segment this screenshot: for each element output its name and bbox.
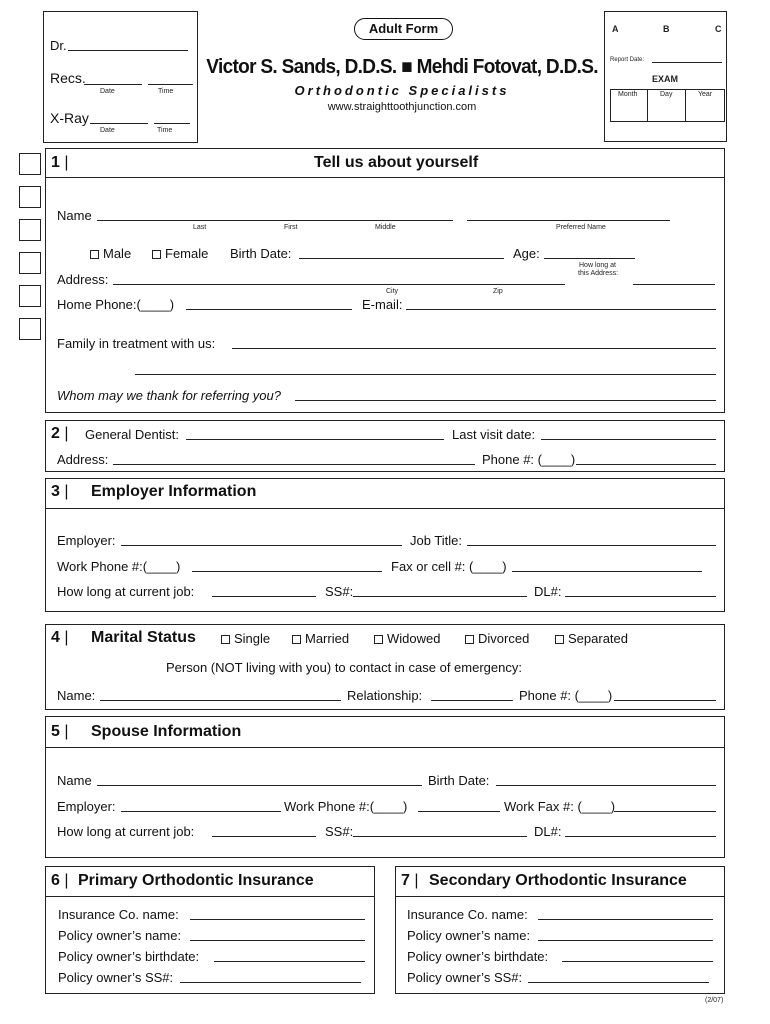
section-6-divider [45, 896, 375, 897]
dentist-address-field[interactable] [113, 464, 475, 465]
emergency-name-label: Name: [57, 688, 96, 703]
primary-ins-name-field[interactable] [190, 919, 365, 920]
address-field[interactable] [113, 284, 565, 285]
section-1-number: 1 | [51, 154, 69, 171]
age-field[interactable] [544, 258, 635, 259]
primary-owner-name-label: Policy owner’s name: [58, 928, 182, 943]
general-dentist-label: General Dentist: [85, 427, 179, 442]
primary-owner-name-field[interactable] [190, 940, 365, 941]
spouse-work-fax-label: Work Fax #: (____) [504, 799, 616, 814]
exam-day: Day [660, 91, 673, 98]
office-checkbox[interactable] [19, 153, 41, 175]
section-2-number: 2 | [51, 425, 69, 442]
general-dentist-field[interactable] [186, 439, 444, 440]
recs-date-caption: Date [100, 88, 115, 95]
xray-date-field[interactable] [90, 123, 148, 124]
office-checkbox[interactable] [19, 252, 41, 274]
male-option[interactable]: Male [90, 247, 131, 260]
home-phone-label: Home Phone:(____) [57, 297, 175, 312]
recs-label: Recs. [50, 70, 86, 86]
primary-owner-ss-label: Policy owner’s SS#: [58, 970, 174, 985]
city-caption: City [386, 288, 399, 295]
preferred-name-field[interactable] [467, 220, 670, 221]
secondary-owner-birth-label: Policy owner’s birthdate: [407, 949, 549, 964]
ss-field[interactable] [353, 596, 527, 597]
female-option[interactable]: Female [152, 247, 208, 260]
secondary-owner-name-label: Policy owner’s name: [407, 928, 531, 943]
how-long-field[interactable] [633, 284, 715, 285]
section-6-title: Primary Orthodontic Insurance [78, 872, 314, 889]
section-5-number: 5 | [51, 723, 69, 740]
section-1-divider [45, 177, 725, 178]
relationship-field[interactable] [431, 700, 513, 701]
office-checkbox[interactable] [19, 186, 41, 208]
zip-caption: Zip [493, 288, 503, 295]
age-label: Age: [513, 246, 540, 261]
exam-year: Year [698, 91, 713, 98]
recs-time-field[interactable] [148, 84, 193, 85]
secondary-ins-name-label: Insurance Co. name: [407, 907, 528, 922]
exam-label: EXAM [652, 74, 679, 84]
divorced-option[interactable]: Divorced [465, 632, 529, 645]
how-long-caption: this Address: [578, 270, 619, 277]
spouse-work-phone-label: Work Phone #:(____) [284, 799, 408, 814]
married-option[interactable]: Married [292, 632, 349, 645]
work-phone-label: Work Phone #:(____) [57, 559, 181, 574]
primary-owner-ss-field[interactable] [180, 982, 361, 983]
section-5-divider [45, 747, 725, 748]
last-caption: Last [193, 224, 207, 231]
secondary-owner-ss-field[interactable] [528, 982, 709, 983]
emergency-name-field[interactable] [100, 700, 341, 701]
job-title-field[interactable] [467, 545, 716, 546]
dr-label: Dr. [50, 38, 67, 53]
emergency-phone-label: Phone #: (____) [519, 688, 613, 703]
revision-date: (2/07) [705, 997, 724, 1004]
section-1-title: Tell us about yourself [314, 154, 479, 171]
home-phone-field[interactable] [186, 309, 352, 310]
how-long-job-field[interactable] [212, 596, 316, 597]
secondary-owner-name-field[interactable] [538, 940, 713, 941]
married-checkbox[interactable] [292, 635, 301, 644]
spouse-employer-field[interactable] [121, 811, 281, 812]
emergency-phone-field[interactable] [614, 700, 716, 701]
section-7-number: 7 | [401, 872, 419, 889]
separated-option[interactable]: Separated [555, 632, 628, 645]
section-6-number: 6 | [51, 872, 69, 889]
referral-label: Whom may we thank for referring you? [57, 388, 281, 403]
birth-date-field[interactable] [299, 258, 504, 259]
office-checkbox[interactable] [19, 285, 41, 307]
section-3-number: 3 | [51, 483, 69, 500]
exam-col-b: B [663, 24, 670, 34]
spouse-dl-field[interactable] [565, 836, 716, 837]
family-field[interactable] [232, 348, 716, 349]
male-checkbox[interactable] [90, 250, 99, 259]
primary-owner-birth-field[interactable] [214, 961, 365, 962]
ss-label: SS#: [325, 584, 354, 599]
section-4-number: 4 | [51, 629, 69, 646]
last-visit-label: Last visit date: [452, 427, 536, 442]
last-visit-field[interactable] [541, 439, 716, 440]
fax-label: Fax or cell #: (____) [391, 559, 507, 574]
xray-label: X-Ray [50, 110, 89, 126]
secondary-owner-birth-field[interactable] [562, 961, 713, 962]
fax-field[interactable] [512, 571, 702, 572]
recs-time-caption: Time [158, 88, 174, 95]
secondary-owner-ss-label: Policy owner’s SS#: [407, 970, 523, 985]
spouse-employer-label: Employer: [57, 799, 116, 814]
spouse-ss-label: SS#: [325, 824, 354, 839]
single-checkbox[interactable] [221, 635, 230, 644]
spouse-birth-date-label: Birth Date: [428, 773, 490, 788]
dentist-address-label: Address: [57, 452, 109, 467]
xray-date-caption: Date [100, 127, 115, 134]
relationship-label: Relationship: [347, 688, 423, 703]
spouse-work-phone-field[interactable] [418, 811, 500, 812]
section-4-title: Marital Status [91, 629, 196, 646]
spouse-ss-field[interactable] [353, 836, 527, 837]
practice-name: Victor S. Sands, D.D.S. ■ Mehdi Fotovat, D.D.S. [206, 56, 598, 78]
divorced-checkbox[interactable] [465, 635, 474, 644]
separated-checkbox[interactable] [555, 635, 564, 644]
dl-field[interactable] [565, 596, 716, 597]
spouse-how-long-label: How long at current job: [57, 824, 195, 839]
how-long-caption: How long at [579, 262, 616, 269]
dl-label: DL#: [534, 584, 562, 599]
spouse-how-long-field[interactable] [212, 836, 316, 837]
report-date-field[interactable] [652, 62, 722, 63]
recs-date-field[interactable] [84, 84, 142, 85]
email-field[interactable] [406, 309, 716, 310]
work-phone-field[interactable] [192, 571, 382, 572]
exam-month: Month [618, 91, 638, 98]
first-caption: First [284, 224, 298, 231]
employer-field[interactable] [121, 545, 402, 546]
practice-website: www.straighttoothjunction.com [327, 101, 477, 113]
job-title-label: Job Title: [410, 533, 463, 548]
spouse-dl-label: DL#: [534, 824, 562, 839]
spouse-name-field[interactable] [97, 785, 422, 786]
employer-label: Employer: [57, 533, 116, 548]
practice-specialty: Orthodontic Specialists [294, 83, 510, 98]
exam-grid-divider [647, 89, 648, 122]
section-7-title: Secondary Orthodontic Insurance [429, 872, 687, 889]
address-label: Address: [57, 272, 109, 287]
how-long-job-label: How long at current job: [57, 584, 195, 599]
exam-grid-divider [685, 89, 686, 122]
report-date-label: Report Date: [610, 57, 645, 63]
dentist-phone-field[interactable] [576, 464, 716, 465]
section-7-divider [395, 896, 725, 897]
email-label: E-mail: [362, 297, 403, 312]
section-3-title: Employer Information [91, 483, 257, 500]
name-label: Name [57, 208, 92, 223]
exam-col-a: A [612, 24, 619, 34]
xray-time-field[interactable] [154, 123, 190, 124]
exam-col-c: C [715, 24, 722, 34]
secondary-ins-name-field[interactable] [538, 919, 713, 920]
office-checkbox[interactable] [19, 318, 41, 340]
xray-time-caption: Time [157, 127, 173, 134]
emergency-heading: Person (NOT living with you) to contact in case of emergency: [166, 660, 522, 675]
widowed-checkbox[interactable] [374, 635, 383, 644]
single-option[interactable]: Single [221, 632, 270, 645]
spouse-name-label: Name [57, 773, 92, 788]
spouse-work-fax-field[interactable] [614, 811, 716, 812]
family-label: Family in treatment with us: [57, 336, 216, 351]
widowed-option[interactable]: Widowed [374, 632, 440, 645]
birth-date-label: Birth Date: [230, 246, 292, 261]
female-checkbox[interactable] [152, 250, 161, 259]
dentist-phone-label: Phone #: (____) [482, 452, 576, 467]
dr-field[interactable] [68, 50, 188, 51]
name-field[interactable] [97, 220, 453, 221]
referral-field[interactable] [295, 400, 716, 401]
primary-owner-birth-label: Policy owner’s birthdate: [58, 949, 200, 964]
adult-form-badge: Adult Form [354, 18, 453, 40]
office-checkbox[interactable] [19, 219, 41, 241]
section-3-divider [45, 508, 725, 509]
family-field-2[interactable] [135, 374, 716, 375]
section-5-title: Spouse Information [91, 723, 242, 740]
spouse-birth-date-field[interactable] [496, 785, 716, 786]
preferred-caption: Preferred Name [556, 224, 606, 231]
middle-caption: Middle [375, 224, 396, 231]
primary-ins-name-label: Insurance Co. name: [58, 907, 179, 922]
